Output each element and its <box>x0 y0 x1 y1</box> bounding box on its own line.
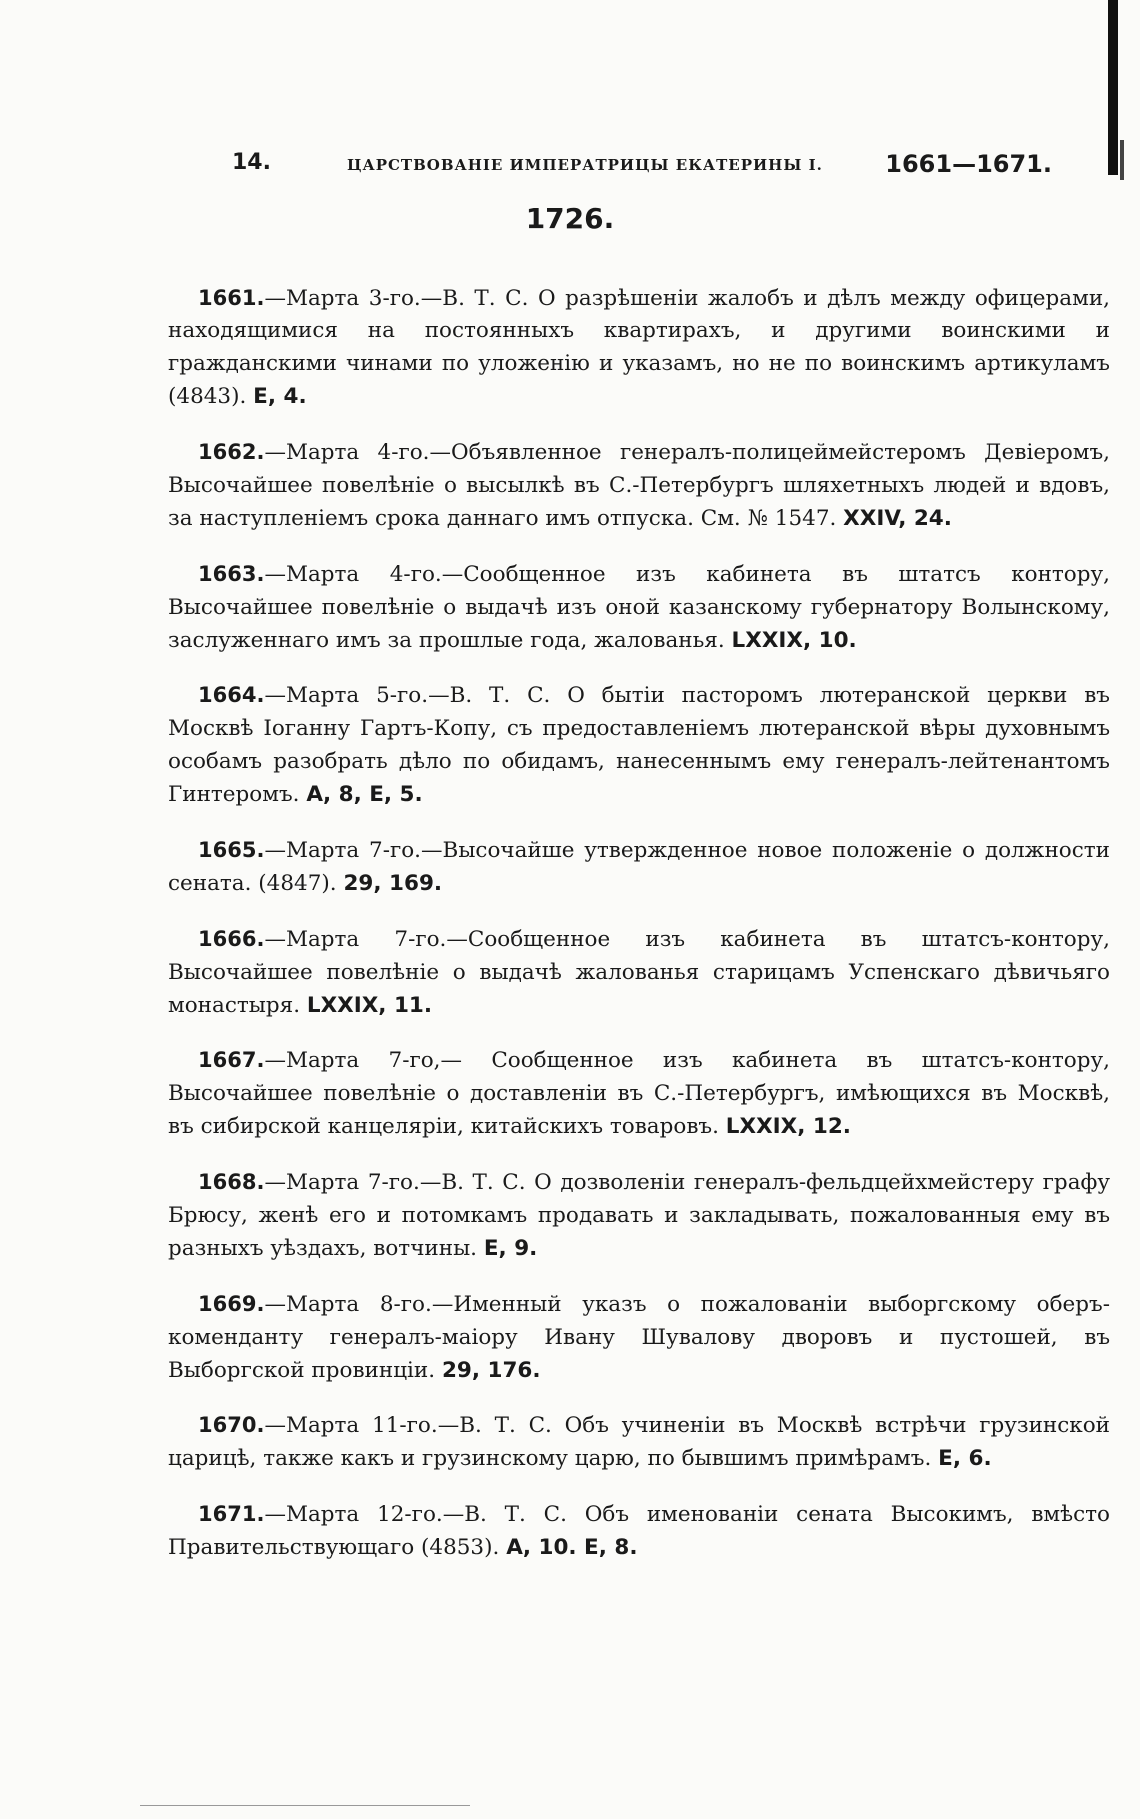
entry-1671 <box>168 1498 1110 1565</box>
entry-text: —Объявленное генералъ-полицеймейстеромъ Девіеромъ, Высочайшее повелѣніе о высылкѣ въ С.-Петербургъ шляхетныхъ людей и вдовъ, за наступленіемъ срока даннаго имъ отпуска. См. № 1547. <box>168 440 1110 531</box>
entry-source: Е, 6. <box>938 1446 992 1472</box>
entry-text: В. Т. С. Объ учиненіи въ Москвѣ встрѣчи грузинской царицѣ, также какъ и грузинскому царю, по бывшимъ примѣрамъ. <box>168 1413 1111 1472</box>
entry-1663 <box>168 558 1110 658</box>
entry-number: 1666. <box>198 926 265 951</box>
entry-1661 <box>168 282 1110 415</box>
entry-source: LXXIX, 11. <box>306 992 433 1018</box>
entry-date: —Марта 3-го.— <box>264 285 443 311</box>
entry-date: —Марта 7-го.— <box>264 1170 442 1196</box>
entry-1665 <box>168 834 1110 901</box>
bottom-rule <box>140 1805 470 1806</box>
entry-list <box>168 260 1110 1587</box>
entry-source: XXIV, 24. <box>843 505 952 531</box>
entry-date: —Марта 4-го. <box>264 561 442 587</box>
page-number: 14. <box>232 150 271 175</box>
entry-range: 1661—1671. <box>885 150 1052 178</box>
entry-1662 <box>168 436 1110 536</box>
entry-date: —Марта 4-го. <box>264 440 430 466</box>
entry-source: Е, 9. <box>483 1235 538 1261</box>
scan-edge-mark <box>1108 0 1118 175</box>
entry-text: В. Т. С. О разрѣшеніи жалобъ и дѣлъ между офицерами, находящимися на постоянныхъ квартирахъ, и другими воинскими и гражданскими чинами по уложенію и указамъ, но не по воинскимъ артикуламъ (4843). <box>168 285 1110 410</box>
entry-1664 <box>168 679 1110 812</box>
entry-number: 1661. <box>198 285 265 310</box>
entry-date: —Марта 7-го. <box>264 926 447 952</box>
entry-text: —Сообщенное изъ кабинета въ штатсъ-контору, Высочайшее повелѣніе о выдачѣ жалованья старицамъ Успенскаго дѣвичьяго монастыря. <box>168 926 1110 1018</box>
entry-number: 1665. <box>198 837 265 862</box>
entry-text: В. Т. С. О дозволеніи генералъ-фельдцейхмейстеру графу Брюсу, женѣ его и потомкамъ продавать и закладывать, пожалованныя ему въ разныхъ уѣздахъ, вотчины. <box>168 1170 1110 1261</box>
entry-source: 29, 176. <box>441 1357 541 1383</box>
entry-number: 1671. <box>198 1502 265 1527</box>
entry-text: —Именный указъ о пожалованіи выборгскому оберъ-коменданту генералъ-маіору Ивану Шувалову дворовъ и пустошей, въ Выборгской провинціи. <box>168 1291 1110 1383</box>
entry-source: 29, 169. <box>343 870 443 896</box>
entry-1666 <box>168 923 1110 1023</box>
entry-text: —Сообщенное изъ кабинета въ штатсъ контору, Высочайшее повелѣніе о выдачѣ изъ оной казанскому губернатору Волынскому, заслуженнаго имъ за прошлые года, жалованья. <box>168 561 1110 653</box>
running-title: ЦАРСТВОВАНІЕ ИМПЕРАТРИЦЫ ЕКАТЕРИНЫ I. <box>347 156 823 174</box>
entry-1667 <box>168 1044 1110 1144</box>
entry-text: — Сообщенное изъ кабинета въ штатсъ-контору, Высочайшее повелѣніе о доставленіи въ С.-Петербургъ, имѣющихся въ Москвѣ, въ сибирской канцеляріи, китайскихъ товаровъ. <box>168 1048 1110 1140</box>
entry-number: 1662. <box>198 440 265 465</box>
entry-source: LXXIX, 12. <box>725 1114 851 1140</box>
entry-source: LXXIX, 10. <box>731 627 857 653</box>
entry-number: 1670. <box>198 1413 265 1438</box>
entry-source: А, 10. Е, 8. <box>506 1535 638 1561</box>
entry-text: —Высочайше утвержденное новое положеніе о должности сената. (4847). <box>168 837 1110 896</box>
entry-1668 <box>168 1166 1110 1266</box>
entry-source: Е, 4. <box>253 384 307 410</box>
entry-1669 <box>168 1288 1110 1388</box>
entry-number: 1669. <box>198 1291 265 1316</box>
entry-date: —Марта 5-го.— <box>264 683 450 709</box>
entry-date: —Марта 12-го.— <box>264 1502 465 1528</box>
entry-number: 1667. <box>198 1048 265 1073</box>
entry-number: 1668. <box>198 1170 265 1195</box>
year-heading: 1726. <box>525 202 615 235</box>
entry-source: А, 8, Е, 5. <box>306 782 423 808</box>
entry-date: —Марта 11-го.— <box>264 1413 460 1439</box>
entry-number: 1664. <box>198 683 265 708</box>
running-header <box>232 150 1052 180</box>
entry-text: В. Т. С. Объ именованіи сената Высокимъ, вмѣсто Правительствующаго (4853). <box>168 1502 1111 1561</box>
scan-edge-mark-secondary <box>1120 140 1124 180</box>
entry-date: —Марта 7-го. <box>264 837 422 863</box>
entry-1670 <box>168 1409 1110 1476</box>
entry-date: —Марта 8-го. <box>264 1291 432 1317</box>
entry-number: 1663. <box>198 561 265 586</box>
entry-date: —Марта 7-го, <box>264 1048 441 1074</box>
entry-text: В. Т. С. О бытіи пасторомъ лютеранской церкви въ Москвѣ Іоганну Гартъ-Копу, съ предоставленіемъ лютеранской вѣры духовнымъ особамъ разобрать дѣло по обидамъ, нанесеннымъ ему генералъ-лейтенантомъ Гинтеромъ. <box>168 683 1110 808</box>
